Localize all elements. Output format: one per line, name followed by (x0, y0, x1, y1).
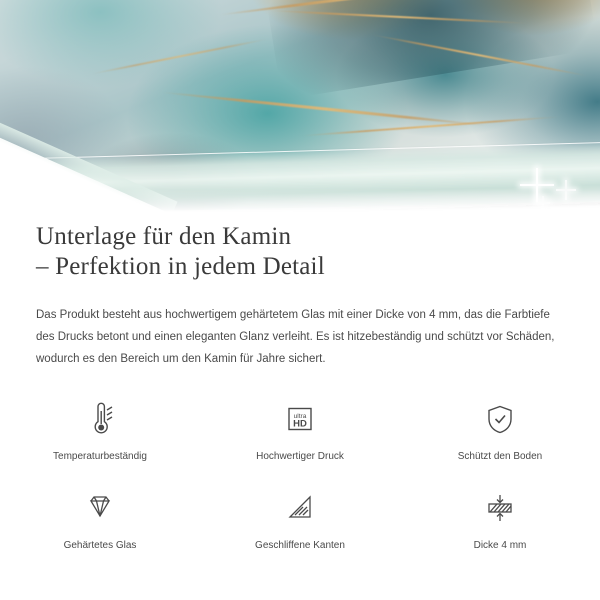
gold-vein (161, 91, 490, 127)
description-paragraph: Das Produkt besteht aus hochwertigem gehärtetem Glas mit einer Dicke von 4 mm, das die Farbtiefe des Drucks betont und einen eleganten Glanz verleiht. Es ist hitzebeständig und schützt vor Schäden, wodurch es den Bereich um den Kamin für Jahre sichert. (36, 309, 555, 365)
svg-text:HD: HD (293, 418, 307, 430)
feature-item-floor-protection (400, 396, 600, 463)
hero-bottom-fade (0, 189, 600, 215)
feature-label: Schützt den Boden (457, 451, 543, 462)
hero-image (0, 0, 600, 215)
feature-label: Hochwertiger Druck (256, 451, 344, 462)
text-section (0, 222, 600, 370)
thermometer-icon (78, 396, 122, 442)
shield-check-icon (478, 396, 522, 442)
headline-line-2: – Perfektion in jedem Detail (36, 253, 325, 280)
feature-label: Gehärtetes Glas (63, 540, 137, 551)
feature-label: Temperaturbeständig (53, 451, 147, 462)
gold-vein (91, 38, 268, 75)
marble-dark-mass (258, 0, 598, 100)
ultra-hd-icon (278, 396, 322, 442)
feature-item-tempered-glass (0, 485, 200, 552)
svg-text:ultra: ultra (293, 413, 307, 420)
page-title (0, 222, 600, 282)
feature-item-polished-edges (200, 485, 400, 552)
feature-label: Geschliffene Kanten (255, 540, 345, 551)
thickness-icon (478, 485, 522, 531)
feature-label: Dicke 4 mm (473, 540, 527, 551)
feature-item-temperature (0, 396, 200, 463)
diamond-icon (78, 485, 122, 531)
feature-item-print-quality (200, 396, 400, 463)
headline-line-1: Unterlage für den Kamin (36, 223, 292, 250)
polished-edges-icon (278, 485, 322, 531)
feature-grid (0, 396, 600, 552)
feature-item-thickness (400, 485, 600, 552)
